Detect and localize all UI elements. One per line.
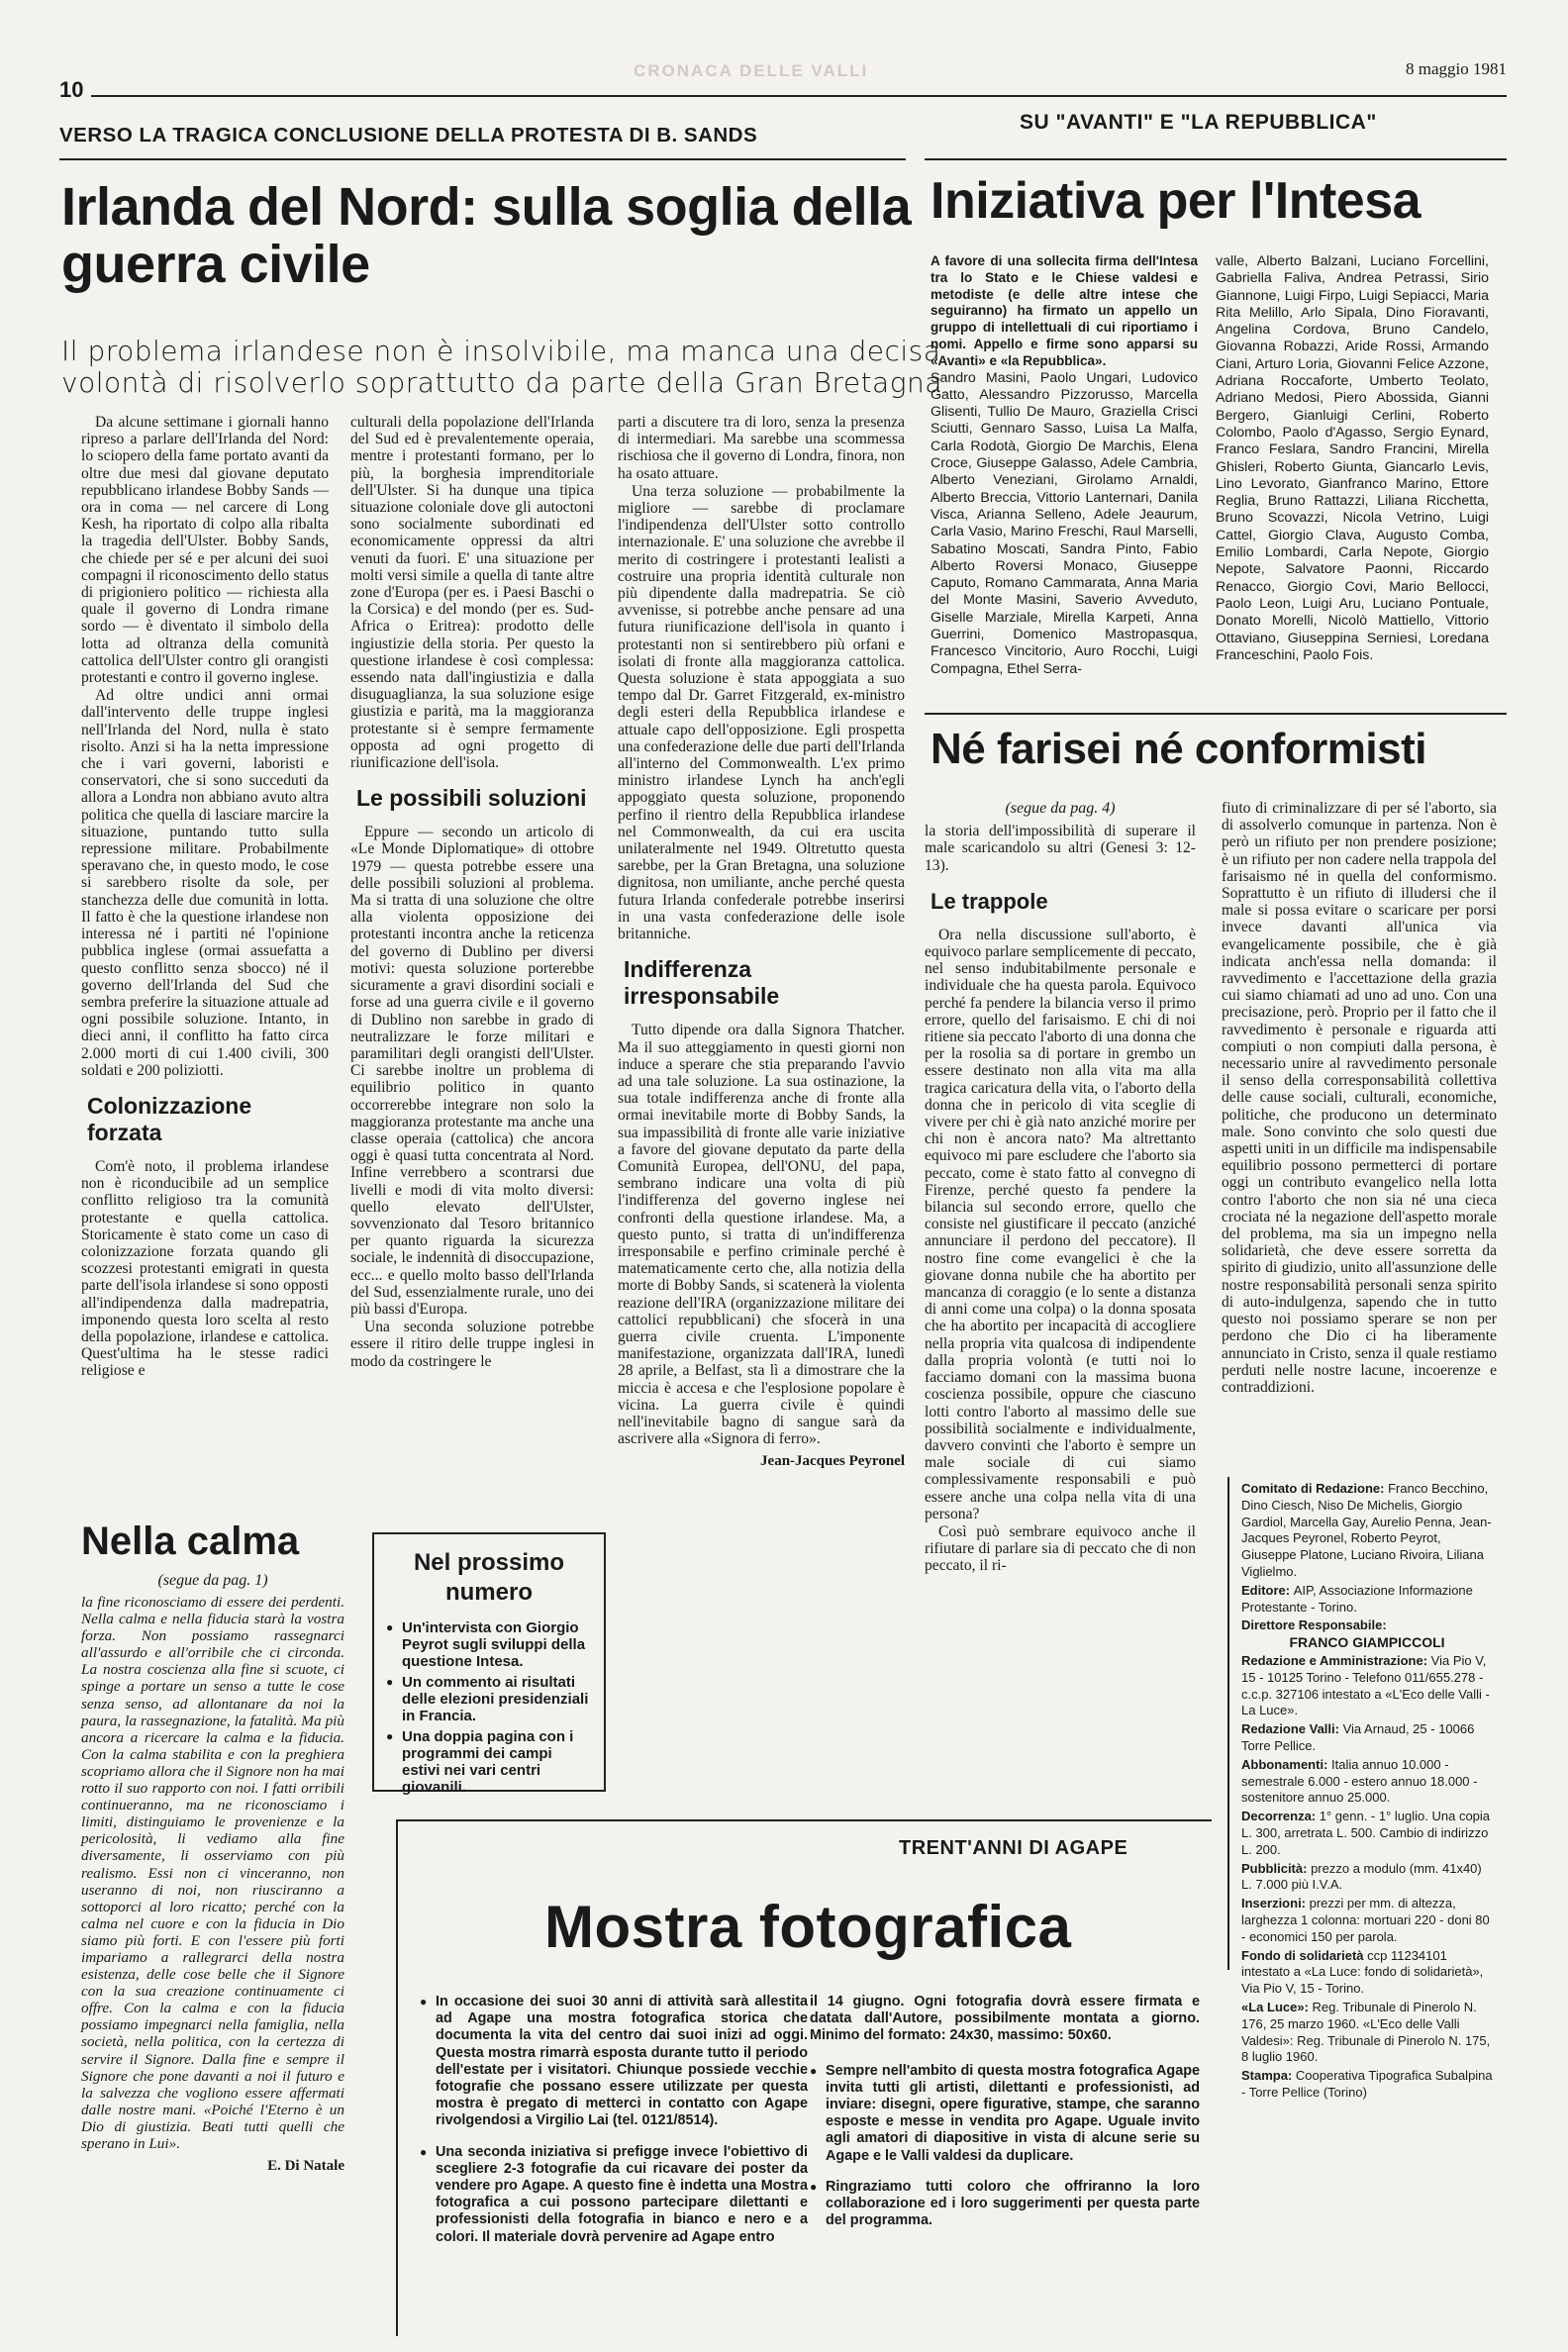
irlanda-deck-1: Il problema irlandese non è insolvibile, ma manca una decisa xyxy=(61,335,941,367)
irlanda-column-3 xyxy=(618,414,905,1471)
agape-item xyxy=(810,2063,1200,2165)
redazione-label: Direttore Responsabile: xyxy=(1241,1617,1387,1633)
agape-item-text: In occasione dei suoi 30 anni di attività sarà allestita ad Agape una mostra fotografica storica che documenta la vita del centro dai suoi inizi ad oggi. Questa mostra rimarrà esposta durante tutto il periodo dell'estate per i visitatori. Chiunque possiede vecchie fotografie che possano essere utilizzate per questa mostra è pregato di metterci in contatto con Agape rivolgendosi a Virgilio Lai (tel. 0121/8514). xyxy=(436,1994,808,2129)
redazione-label: Abbonamenti: xyxy=(1241,1756,1331,1772)
agape-item-text: Ringraziamo tutti coloro che offriranno la loro collaborazione ed i loro suggerimenti per questa parte del programma. xyxy=(826,2178,1200,2229)
agape-headline: Mostra fotografica xyxy=(544,1894,1072,1960)
irlanda-col2-p3: Una seconda soluzione potrebbe essere il ritiro delle truppe inglesi in modo da costringere le xyxy=(350,1319,594,1370)
irlanda-col2-p1: culturali della popolazione dell'Irlanda del Sud ed è prevalentemente operaia, mentre i protestanti formano, per lo più, la borghesia imprenditoriale dell'Ulster. Si ha dunque una tipica situazione coloniale dove gli autoctoni sono socialmente subordinati ed economicamente oppressi da altri venuti da fuori. E' una situazione per molti versi simile a quella di tante altre zone d'Europa (per es. i Paesi Baschi o la Corsica) e del mondo (per es. Sud-Africa o Eritrea): prodotto delle ingiustizie della storia. Per questo la questione irlandese è così complessa: essendo nata dall'ingiustizia e dalla disuguaglianza, la sua soluzione esige giustizia e parità, ma la maggioranza protestante si è sempre fermamente opposta ad ogni progetto di riunificazione dell'isola. xyxy=(350,414,594,772)
redazione-line xyxy=(1241,1809,1493,1858)
redazione-line xyxy=(1241,1896,1493,1945)
redazione-line xyxy=(1241,2068,1493,2102)
agape-item xyxy=(420,2144,808,2246)
prossimo-numero-title: Nel prossimo numero xyxy=(413,1549,565,1606)
redazione-text: Via Pio V, 15 - 10125 Torino - Telefono 011/655.278 - c.c.p. 327106 intestato a «L'Eco delle Valli - La Luce». xyxy=(1241,1652,1490,1718)
nella-calma-signature: E. Di Natale xyxy=(267,2158,344,2175)
irlanda-subhead-indifferenza: Indifferenza irresponsabile xyxy=(624,956,780,1010)
redazione-label: Editore: xyxy=(1241,1582,1294,1598)
farisei-column-2 xyxy=(1222,800,1497,1397)
irlanda-col3-p1: parti a discutere tra di loro, senza la presenza di intermediari. Ma sarebbe una scommessa rischiosa che il governo di Londra, finora, non ha osato attuare. xyxy=(618,414,905,482)
irlanda-signature: Jean-Jacques Peyronel xyxy=(760,1453,905,1470)
farisei-p2: Ora nella discussione sull'aborto, è equivoco parlare semplicemente di peccato, nel senso indubitabilmente personale e individuale che ha questa parola. Equivoco perché fa pendere la bilancia verso il primo errore, quello del farisaismo. E chi di noi ritiene sia peccato l'aborto di una donna che per la rosolia sa di portare in grembo un essere destinato non alla vita ma alla tragica caricatura della vita, o l'aborto della donna che in pericolo di vita sceglie di vivere per chi è già nato anziché morire per chi non è ancora nato? Ma altrettanto equivoco mi pare escludere che l'aborto sia peccato, come è stato fatto al convegno di Firenze, perché questo fa pendere la bilancia sul secondo errore, quello che consiste nel giustificare il peccato (anziché annunciare il perdono del peccatore). Il nostro fine come evangelici è che la giovane donna nubile che ha abortito per mancanza di coraggio (e lo sente a distanza di anni come una colpa) o la donna sposata che ha abortito per incapacità di accogliere nella propria vita qualcosa di indipendente dalla propria volontà (e tutti noi lo facciamo domani con la massima buona coscienza possibile, oppure che ciascuno lotti contro l'aborto al massimo delle sue possibilità socialmente e individualmente, davvero convinti che l'aborto è sempre un male sociale di cui siamo complessivamente responsabili e può essere anche una colpa nella vita di una persona? xyxy=(925,926,1196,1522)
intesa-kicker: SU "AVANTI" E "LA REPUBBLICA" xyxy=(1020,111,1377,134)
irlanda-col2-p2: Eppure — secondo un articolo di «Le Monde Diplomatique» di ottobre 1979 — questa potrebbe essere una delle possibili soluzioni al problema. Ma si tratta di una soluzione che oltre alla violenta opposizione dei protestanti incontra anche la reticenza del governo di Dublino per diversi motivi: questa soluzione porterebbe sicuramente a gravi disordini sociali e forse ad una guerra civile e il governo di Dublino non sarebbe in grado di neutralizzare le forze militari e paramilitari degli orangisti dell'Ulster. Ci sarebbe inoltre un problema di equilibrio politico in quanto occorrerebbe integrare non solo la maggioranza protestante ma anche una classe operaia (cattolica) che ancora oggi è quasi tutta concentrata al Nord. Infine verrebbero a scontrarsi due livelli e modi di vita molto diversi: quello elevato dell'Ulster, sovvenzionato dal Tesoro britannico per quanto riguarda la sicurezza sociale, le indennità di disoccupazione, ecc... e quello molto basso dell'Irlanda del Sud, essenzialmente rurale, uno dei più bassi d'Europa. xyxy=(350,824,594,1318)
nella-calma-text: la fine riconosciamo di essere dei perdenti. Nella calma e nella fiducia starà la vostra forza. Non possiamo rassegnarci all'assurdo e all'orribile che ci circonda. La nostra coscienza alla fine si scuote, ci spinge a portare un senso a tutte le cose senza senso, ad allontanare da noi la paura, la rassegnazione, la fatalità. Ma più ancora a ricercare la calma e la fiducia. Con la calma stabilita e con la preghiera scopriamo allora che il Signore non ha mai rotto il suo rapporto con noi. I fatti orribili continueranno, ma ne riconosciamo i limiti, distinguiamo le provenienze e la pericolosità, li vediamo alla fine diversamente, li osserviamo con più realismo. Essi non ci vinceranno, non useranno di noi, non riusciranno a sottoporci al loro ricatto; perché con la calma nel cuore e con la fiducia in Dio siamo più forti. E con l'essere più forti impariamo a rallegrarci della nostra esistenza, delle cose belle che il Signore con la sua creazione continuamente ci offre. Con la calma e con la fiducia possiamo impegnarci nella famiglia, nella società, nella politica, con la certezza di servire il Signore. Dalla fine e sempre il Signore che pone davanti a noi il futuro e la salvezza che vogliono essere affermati dalle nostre mani. «Poiché l'Eterno è un Dio di giustizia. Beati tutti quelli che sperano in Lui». xyxy=(81,1594,344,2152)
irlanda-kicker-rule xyxy=(59,158,906,160)
redazione-label: Pubblicità: xyxy=(1241,1860,1312,1876)
redazione-text: ccp 11234101 intestato a «La Luce: fondo di solidarietà», Via Pio V, 15 - Torino. xyxy=(1241,1947,1484,1997)
agape-item xyxy=(810,2179,1200,2230)
intesa-names-2: valle, Alberto Balzani, Luciano Forcellini, Gabriella Faliva, Andrea Petrassi, Sirio Giannone, Luigi Firpo, Luigi Sepiacci, Maria Rita Melillo, Arlo Sipala, Dino Fioravanti, Angelina Cordova, Bruno Candelo, Giovanna Robazzi, Aride Rossi, Armando Ciani, Arturo Loria, Giovanni Felice Azzone, Adriana Roccaforte, Umberto Teolato, Adriano Medosi, Piero Abossida, Gianni Bergero, Gianluigi Cerlini, Roberto Colombo, Paolo d'Agasso, Sergio Eynard, Franco Feslara, Sandro Francini, Mirella Ghisleri, Roberto Giunta, Giancarlo Levis, Lino Levorato, Gianfranco Marino, Ettore Reglia, Bruno Rattazzi, Liliana Ricchetta, Bruno Scovazzi, Nicola Vetrino, Luigi Cattel, Giorgio Clava, Augusto Comba, Emilio Lombardi, Carla Nepote, Giorgio Nepote, Salvatore Paonni, Riccardo Renacco, Giorgio Covi, Mario Bellocci, Paolo Leon, Luigi Aru, Luciano Pontuale, Donato Morelli, Nicolò Mattiello, Vittorio Ottaviano, Giuseppina Serniesi, Loredana Franceschini, Paolo Fois. xyxy=(1216,253,1489,663)
redazione-label: Inserzioni: xyxy=(1241,1896,1310,1911)
agape-continuation: il 14 giugno. Ogni fotografia dovrà essere firmata e datata dall'Autore, possibilmente montata a giorno. Minimo del formato: 24x30, massimo: 50x60. xyxy=(810,1994,1200,2044)
farisei-column-1 xyxy=(925,800,1196,1576)
agape-kicker: TRENT'ANNI DI AGAPE xyxy=(899,1837,1128,1859)
prossimo-item xyxy=(386,1728,592,1796)
intesa-kicker-rule xyxy=(925,158,1507,160)
farisei-subhead-trappole: Le trappole xyxy=(931,888,1048,914)
prossimo-item-text: Un commento ai risultati delle elezioni presidenziali in Francia. xyxy=(402,1674,589,1724)
irlanda-headline: Irlanda del Nord: sulla soglia della guerra civile xyxy=(61,177,912,294)
farisei-headline: Né farisei né conformisti xyxy=(931,725,1426,773)
irlanda-subhead-colonizzazione: Colonizzazione forzata xyxy=(87,1092,252,1145)
nella-calma xyxy=(81,1519,344,2175)
agape-item-text: Sempre nell'ambito di questa mostra fotografica Agape invita tutti gli artisti, dilettanti e professionisti, ad inviare: disegni, opere figurative, stampe, che saranno esposte e messe in vendita pro Agape. Uguale invito agli amatori di diapositive in vista di alcune serie su Agape e le Valli valdesi da duplicare. xyxy=(826,2062,1200,2164)
redazione-label: Redazione Valli: xyxy=(1241,1721,1343,1737)
intesa-names-1: Sandro Masini, Paolo Ungari, Ludovico Gatto, Alessandro Pizzorusso, Marcella Glisenti, Tullio De Mauro, Graziella Crisci Sciutti, Gennaro Sasso, Luisa La Malfa, Carla Rodotà, Giorgio De Marchis, Elena Croce, Giuseppe Galasso, Adele Cambria, Alberto Veneziani, Girolamo Arnaldi, Alberto Breccia, Vittorio Lanternari, Danila Visca, Arianna Selleno, Adele Jeaurum, Carla Vasio, Marino Freschi, Raul Marselli, Sabatino Moscati, Sandra Pinto, Fabio Alberto Roversi Monaco, Giuseppe Caputo, Romano Cammarata, Anna Maria del Monte Masini, Saverio Avveduto, Giselle Marziale, Mirella Karpeti, Anna Guerrini, Domenico Mastropasqua, Francesco Vincitorio, Auro Rocchi, Luigi Compagna, Ethel Serra- xyxy=(931,369,1198,677)
redazione-line xyxy=(1241,1481,1493,1581)
redazione-box xyxy=(1227,1477,1497,2100)
irlanda-subhead-soluzioni: Le possibili soluzioni xyxy=(356,785,587,812)
redazione-text: Via Arnaud, 25 - 10066 Torre Pellice. xyxy=(1241,1721,1475,1753)
redazione-text: 1° genn. - 1° luglio. Una copia L. 300, arretrata L. 500. Cambio di indirizzo L. 200. xyxy=(1241,1809,1491,1857)
header-rule xyxy=(91,95,1507,97)
irlanda-col1-p3: Com'è noto, il problema irlandese non è riconducibile ad un semplice conflitto religioso tra la comunità protestante e quella cattolica. Storicamente è stato come un caso di colonizzazione forzata quando gli scozzesi protestanti emigrati in questa parte dell'isola irlandese si sono opposti all'indipendenza dalla madrepatria, imponendo questa loro scelta al resto della popolazione, irlandese e cattolica. Quest'ultima ha le stesse radici religiose e xyxy=(81,1157,329,1380)
irlanda-col3-p2: Una terza soluzione — probabilmente la migliore — sarebbe di proclamare l'indipendenza dell'Ulster sotto controllo internazionale. E' una soluzione che avrebbe il merito di costringere i protestanti lealisti a costruire una propria identità culturale non più dipendente dalla madrepatria. Se ciò avvenisse, si potrebbe anche pensare ad una futura riunificazione dell'isola in quanto i protestanti non si sentirebbero più orfani e isolati di fronte alla maggioranza cattolica. Questa soluzione è stata appoggiata a suo tempo dal Dr. Garret Fitzgerald, ex-ministro degli esteri della Repubblica irlandese e attuale capo dell'opposizione. Egli prospetta una confederazione delle due parti dell'Irlanda all'interno del Commonwealth. L'ex primo ministro irlandese Lynch ha anch'egli appoggiato questa soluzione, proponendo perfino il rientro della Repubblica irlandese nel Commonwealth, da cui era uscita unilateralmente nel 1949. Oltretutto questa sarebbe, per la Gran Bretagna, una soluzione dignitosa, non umiliante, anche perché questa futura Irlanda confederale potrebbe inserirsi in una vasta confederazione delle isole britanniche. xyxy=(618,482,905,943)
redazione-line xyxy=(1241,1861,1493,1895)
redazione-line xyxy=(1241,1721,1493,1755)
intesa-headline: Iniziativa per l'Intesa xyxy=(931,172,1421,230)
irlanda-column-1 xyxy=(81,414,329,1381)
redazione-text: AIP, Associazione Informazione Protestante - Torino. xyxy=(1241,1582,1473,1615)
prossimo-item xyxy=(386,1619,592,1670)
intesa-intro: A favore di una sollecita firma dell'Intesa tra lo Stato e le Chiese valdesi e metodiste (e delle altre intese che seguiranno) ha firmato un appello un gruppo di intellettuali di cui riportiamo i nomi. Appello e firme sono apparsi su «Avanti» e «la Repubblica». xyxy=(931,253,1198,368)
intesa-column-1 xyxy=(931,253,1198,678)
farisei-segue: (segue da pag. 4) xyxy=(1005,800,1116,817)
redazione-text: FRANCO GIAMPICCOLI xyxy=(1289,1634,1445,1651)
redazione-lines xyxy=(1241,1481,1493,2102)
redazione-text: prezzi per mm. di altezza, larghezza 1 colonna: mortuari 220 - doni 80 - economici 150 per parola. xyxy=(1241,1896,1490,1944)
irlanda-kicker: VERSO LA TRAGICA CONCLUSIONE DELLA PROTESTA DI B. SANDS xyxy=(59,124,758,147)
agape-column-2 xyxy=(810,1994,1200,2233)
prossimo-numero-box xyxy=(372,1532,606,1796)
redazione-line xyxy=(1241,1757,1493,1807)
prossimo-item-text: Una doppia pagina con i programmi dei campi estivi nei vari centri giovanili. xyxy=(402,1728,574,1796)
irlanda-column-2 xyxy=(350,414,594,1371)
redazione-text: prezzo a modulo (mm. 41x40) L. 7.000 più I.V.A. xyxy=(1241,1860,1482,1893)
page-number: 10 xyxy=(59,77,84,102)
redazione-text: Franco Becchino, Dino Ciesch, Niso De Michelis, Giorgio Gardiol, Marcella Gay, Aurelio Penna, Jean-Jacques Peyronel, Roberto Peyrot, Giuseppe Platone, Luciano Rivoira, Liliana Viglielmo. xyxy=(1241,1481,1492,1579)
farisei-p1: la storia dell'impossibilità di superare il male scaricandolo su altri (Genesi 3: 12-13). xyxy=(925,823,1196,874)
redazione-label: Redazione e Amministrazione: xyxy=(1241,1652,1431,1668)
redazione-line xyxy=(1241,2000,1493,2066)
agape-column-1 xyxy=(420,1994,808,2250)
irlanda-col3-p3: Tutto dipende ora dalla Signora Thatcher. Ma il suo atteggiamento in questi giorni non induce a sperare che stia preparando l'avvio ad una tale soluzione. La sua ostinazione, la sua totale indifferenza anche di fronte alla ormai inevitabile morte di Bobby Sands, la sua impassibilità di fronte alle varie iniziative a favore del giovane deputato da parte della Comunità Europea, dell'ONU, del papa, sembrano indicare una volta di più l'indifferenza del governo inglese nei confronti della questione irlandese. Ma, a questo punto, si tratta di un'indifferenza irresponsabile e perfino criminale perché è matematicamente certo che, alla notizia della morte di Bobby Sands, si scatenerà la violenta reazione dell'IRA (organizzazione militare dei cattolici repubblicani) che sfocerà in una guerra civile cruenta. L'imponente manifestazione, organizzata dall'IRA, lunedì 28 aprile, a Belfast, sta lì a dimostrare che la miccia è accesa e che l'esplosione popolare è vicina. La guerra civile è quindi nell'inevitabile bagno di sangue sarà da ascrivere alla «Signora di ferro». xyxy=(618,1022,905,1448)
nella-calma-headline: Nella calma xyxy=(81,1519,300,1563)
redazione-label: «La Luce»: xyxy=(1241,1999,1313,2014)
redazione-line xyxy=(1241,1948,1493,1998)
farisei-p4: fiuto di criminalizzare di per sé l'aborto, sia di assolverlo comunque in partenza. Non è però un rifiuto per non prendere posizione; è un rifiuto per non cadere nella trappola del farisaismo né in quella del conformismo. Soprattutto è un rifiuto di illudersi che il male si possa evitare o scaricare per porsi invece davanti all'unica via evangelicamente possibile, che è già indicata anch'essa nella domanda: il ravvedimento e l'accettazione della grazia cui siamo chiamati ad uno ad uno. Con una precisazione, però. Proprio per il fatto che il ravvedimento è personale e riguarda atti compiuti o non compiuti dalla persona, è necessario unire al ravvedimento personale il senso della corresponsabilità collettiva delle cause sociali, culturali, economiche, politiche, che producono un determinato male. Sono convinto che solo questi due aspetti uniti in un difficile ma indispensabile equilibrio possono permetterci di portare oggi un contributo evangelico nella lotta contro l'aborto che non sia né una cieca crociata né la negazione dell'aspetto morale del problema, ma sia un impegno nella solidarietà, che deve essere sorretta da spirito di giudizio, unito all'assunzione delle nostre responsabilità personali senza spirito di auto-indulgenza, sapendo che in tutto questo noi possiamo sperare se non per perdono che Dio ci ha liberamente annunciato in Cristo, senza il quale restiamo perduti nelle nostre lacune, incoerenze e contraddizioni. xyxy=(1222,800,1497,1396)
redazione-line xyxy=(1241,1617,1493,1651)
prossimo-item-text: Un'intervista con Giorgio Peyrot sugli sviluppi della questione Intesa. xyxy=(402,1619,586,1670)
redazione-text: Cooperativa Tipografica Subalpina - Torre Pellice (Torino) xyxy=(1241,2068,1493,2100)
redazione-line xyxy=(1241,1653,1493,1719)
prossimo-item xyxy=(386,1674,592,1724)
faded-header: CRONACA DELLE VALLI xyxy=(634,61,869,80)
redazione-text: Reg. Tribunale di Pinerolo N. 176, 25 marzo 1960. «L'Eco delle Valli Valdesi»: Reg. Tribunale di Pinerolo N. 175, 8 luglio 1960. xyxy=(1241,1999,1491,2065)
agape-item xyxy=(420,1994,808,2130)
redazione-label: Stampa: xyxy=(1241,2068,1296,2084)
farisei-p3: Così può sembrare equivoco anche il rifiutare di parlare sia di peccato che di non peccato, il ri- xyxy=(925,1522,1196,1575)
agape-item-text: Una seconda iniziativa si prefigge invece l'obiettivo di scegliere 2-3 fotografie da cui ricavare dei poster da vendere pro Agape. A questo fine è indetta una Mostra fotografica a cui possono partecipare dilettanti e professionisti della fotografia in bianco e nero e a colori. Il materiale dovrà pervenire ad Agape entro xyxy=(436,2143,808,2245)
redazione-line xyxy=(1241,1583,1493,1617)
irlanda-col1-p2: Ad oltre undici anni ormai dall'intervento delle truppe inglesi nell'Irlanda del Nord, nulla è stato risolto. Anzi si ha la netta impressione che i vari governi, laboristi e conservatori, che si sono succeduti da allora a Londra non abbiano avuto altra politica che quella di lasciare marcire la situazione, puntando tutto sulla repressione militare. Probabilmente speravano che, in questo modo, le cose si sarebbero risolte da sole, per stanchezza delle due comunità in lotta. Il fatto è che la questione irlandese non interessa né i partiti né l'opinione pubblica inglese (ormai assuefatta a questo conflitto senza sbocco) né il governo dell'Irlanda del Sud che sembra preferire la situazione attuale ad ogni possibile soluzione. Intanto, in dieci anni, il conflitto ha fatto circa 2.000 morti di cui 1.400 civili, 300 soldati e 200 poliziotti. xyxy=(81,687,329,1079)
redazione-label: Decorrenza: xyxy=(1241,1809,1320,1824)
redazione-label: Comitato di Redazione: xyxy=(1241,1481,1389,1496)
redazione-label: Fondo di solidarietà xyxy=(1241,1947,1368,1963)
irlanda-col1-p1: Da alcune settimane i giornali hanno ripreso a parlare dell'Irlanda del Nord: lo sciopero della fame portato avanti da oltre due mesi dal giovane deputato repubblicano irlandese Bobby Sands — ora in coma — nel carcere di Long Kesh, ha riportato di colpo alla ribalta la tragedia dell'Ulster. Bobby Sands, che chiede per sé e per alcuni dei suoi compagni il riconoscimento dello status di prigioniero politico — richiesta alla quale il governo di Londra rimane sordo — è diventato il simbolo della lotta ad oltranza della comunità cattolica dell'Ulster contro gli orangisti protestanti e contro il governo inglese. xyxy=(81,414,329,687)
nella-calma-segue: (segue da pag. 1) xyxy=(157,1572,268,1589)
redazione-text: Italia annuo 10.000 - semestrale 6.000 - estero annuo 18.000 - sostenitore annuo 25.000. xyxy=(1241,1756,1478,1806)
irlanda-deck-2: volontà di risolverlo soprattutto da parte della Gran Bretagna xyxy=(61,366,942,399)
farisei-top-rule xyxy=(925,713,1507,715)
page-date: 8 maggio 1981 xyxy=(1406,59,1507,78)
